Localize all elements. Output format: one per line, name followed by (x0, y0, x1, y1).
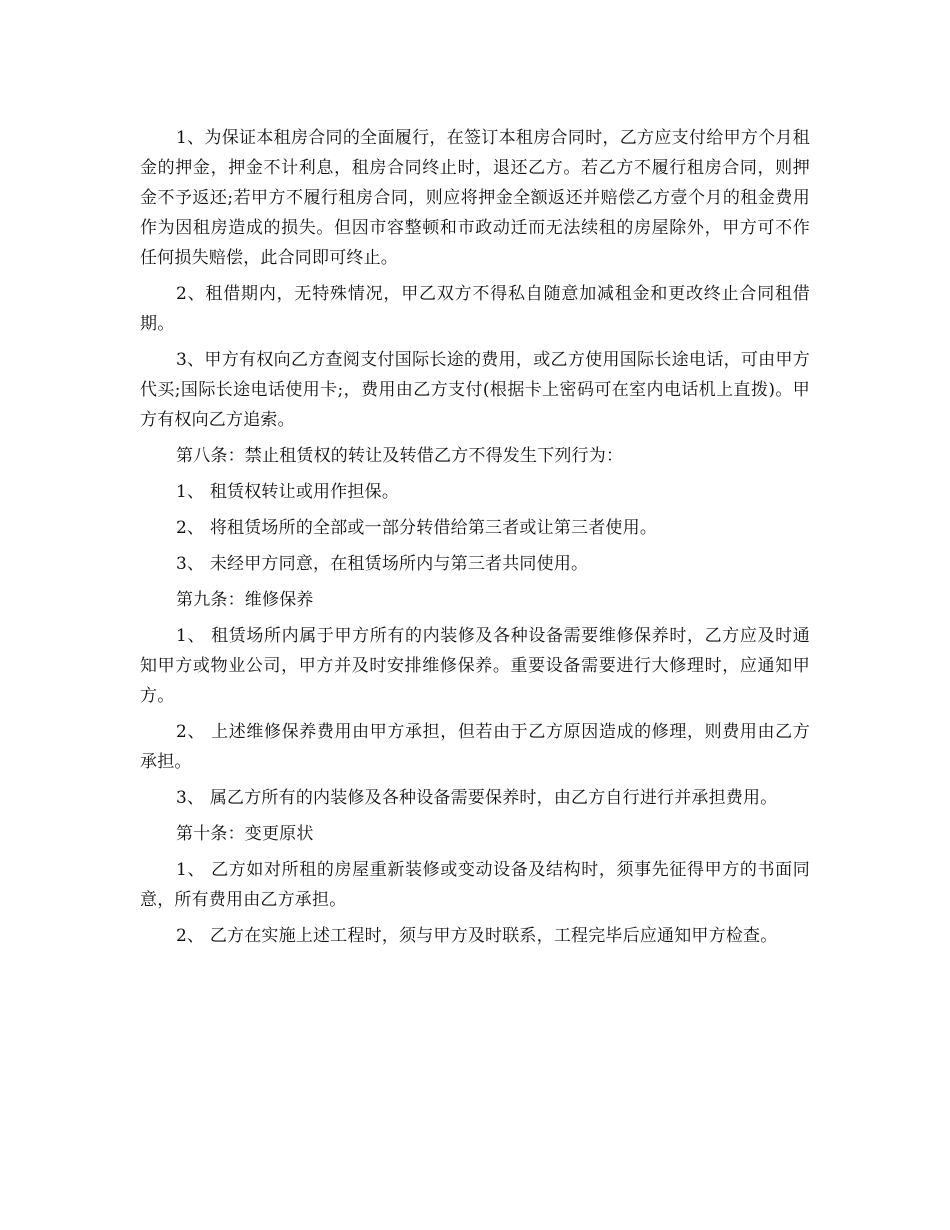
document-page (140, 123, 810, 957)
article-8-item-2: 2、 将租赁场所的全部或一部分转借给第三者或让第三者使用。 (176, 518, 658, 538)
paragraph-phone-fee-clause: 3、甲方有权向乙方查阅支付国际长途的费用，或乙方使用国际长途电话，可由甲方代买;国际长途电话使用卡;，费用由乙方支付(根据卡上密码可在室内电话机上直拨)。甲方有权向乙方追索。 (140, 350, 810, 430)
article-9-item-3: 3、 属乙方所有的内装修及各种设备需要保养时，由乙方自行进行并承担费用。 (176, 788, 778, 808)
article-8-item-3: 3、 未经甲方同意，在租赁场所内与第三者共同使用。 (176, 554, 589, 574)
paragraph-rent-change-clause: 2、租借期内，无特殊情况，甲乙双方不得私自随意加减租金和更改终止合同租借期。 (140, 284, 810, 334)
article-9-heading: 第九条：维修保养 (176, 590, 314, 610)
article-8-heading: 第八条：禁止租赁权的转让及转借乙方不得发生下列行为： (176, 446, 624, 466)
paragraph-deposit-clause: 1、为保证本租房合同的全面履行，在签订本租房合同时，乙方应支付给甲方个月租金的押金，押金不计利息，租房合同终止时，退还乙方。若乙方不履行租房合同，则押金不予返还;若甲方不履行租房合同，则应将押金全额返还并赔偿乙方壹个月的租金费用作为因租房造成的损失。但因市容整顿和市政动迁而无法续租的房屋除外，甲方可不作任何损失赔偿，此合同即可终止。 (140, 128, 810, 268)
article-8-item-1: 1、 租赁权转让或用作担保。 (176, 482, 400, 502)
article-10-item-2: 2、 乙方在实施上述工程时，须与甲方及时联系，工程完毕后应通知甲方检查。 (176, 926, 778, 946)
article-10-item-1: 1、 乙方如对所租的房屋重新装修或变动设备及结构时，须事先征得甲方的书面同意，所有费用由乙方承担。 (140, 860, 810, 910)
article-9-item-1: 1、 租赁场所内属于甲方所有的内装修及各种设备需要维修保养时，乙方应及时通知甲方或物业公司，甲方并及时安排维修保养。重要设备需要进行大修理时，应通知甲方。 (140, 626, 810, 706)
article-9-item-2: 2、 上述维修保养费用由甲方承担，但若由于乙方原因造成的修理，则费用由乙方承担。 (140, 722, 810, 772)
article-10-heading: 第十条：变更原状 (176, 824, 314, 844)
